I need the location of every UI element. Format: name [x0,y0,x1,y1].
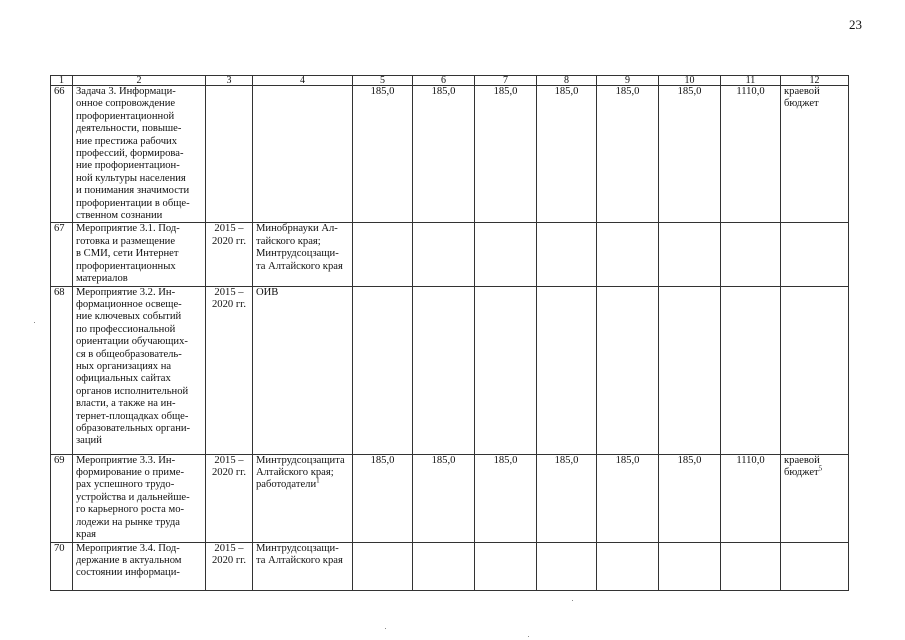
name_lines-text: профессий, формирова- [76,148,184,160]
source_lines-text: бюджет [784,98,819,110]
executor_lines-line [256,261,349,273]
executor_lines-line [256,467,349,479]
name_lines-line [76,373,202,385]
column-number-cell: 12 [781,76,849,86]
funding-value-cell [659,223,721,286]
executor_lines-text: та Алтайского края [256,260,343,272]
column-number-cell: 7 [475,76,537,86]
footnote-marker: 5 [818,464,823,473]
funding-value-cell: 185,0 [659,86,721,223]
row-number-cell: 67 [51,223,73,286]
name_lines-text: официальных сайтах [76,373,171,385]
name_lines-text: органов исполнительной [76,385,189,397]
name_lines-text: профориентационных [76,260,176,272]
name_lines-line [76,361,202,373]
funding-value-cell [413,542,475,590]
executor-cell [253,223,353,286]
funding-value-cell: 185,0 [353,454,413,542]
program-activities-table [50,75,849,591]
name_lines-text: рах успешного трудо- [76,479,175,491]
name_lines-text: ориентации обучающих- [76,336,188,348]
funding-value-cell [475,542,537,590]
funding-source-cell [781,286,849,454]
name_lines-text: формационное освеще- [76,298,182,310]
name_lines-line [76,299,202,311]
period_lines-text: 2015 – [214,454,244,466]
name_lines-text: состоянии информаци- [76,567,180,579]
executor_lines-text: работодатели [256,479,317,491]
period-cell [206,223,253,286]
table-row [51,454,849,542]
period-cell [206,542,253,590]
name_lines-text: Мероприятие 3.2. Ин- [76,286,176,298]
name_lines-text: ственном сознании [76,210,163,222]
period_lines-line [209,287,249,299]
row-number-cell: 66 [51,86,73,223]
period_lines-text: 2020 гг. [212,554,246,566]
name_lines-line [76,349,202,361]
name_lines-line [76,504,202,516]
name_lines-text: Задача 3. Информаци- [76,86,176,97]
name_lines-line [76,529,202,541]
executor_lines-text: ОИВ [256,286,279,298]
name_lines-text: ных организациях на [76,360,172,372]
period_lines-text: 2015 – [214,286,244,298]
column-number-cell: 6 [413,76,475,86]
funding-value-cell [597,286,659,454]
executor_lines-text: Минтрудсоцзащита [256,454,345,466]
funding-value-cell [537,223,597,286]
executor_lines-line [256,287,349,299]
name_lines-line [76,336,202,348]
column-number-cell: 2 [73,76,206,86]
page-number: 23 [849,17,862,32]
name_lines-line [76,324,202,336]
name_lines-text: материалов [76,273,128,285]
name_lines-text: деятельности, повыше- [76,123,182,135]
name_lines-text: держание в актуальном [76,554,182,566]
row-number-cell: 70 [51,542,73,590]
period_lines-line [209,555,249,567]
funding-value-cell: 185,0 [537,86,597,223]
funding-value-cell: 185,0 [597,454,659,542]
funding-value-cell [537,542,597,590]
period_lines-line [209,299,249,311]
funding-value-cell [353,542,413,590]
name_lines-text: образовательных органи- [76,422,191,434]
name_lines-line [76,398,202,410]
name_lines-text: ной культуры населения [76,172,186,184]
name_lines-line [76,86,202,98]
funding-value-cell [659,286,721,454]
name_lines-line [76,479,202,491]
column-number-row [51,76,849,86]
executor-cell [253,542,353,590]
executor_lines-text: та Алтайского края [256,554,343,566]
name_lines-line [76,148,202,160]
name_lines-text: власти, а также на ин- [76,398,176,410]
period-cell [206,286,253,454]
name_lines-line [76,555,202,567]
name_lines-line [76,455,202,467]
period_lines-line [209,223,249,235]
table-body [51,76,849,591]
table-row [51,86,849,223]
name_lines-text: в СМИ, сети Интернет [76,248,179,260]
scan-speck [34,322,35,323]
name_lines-text: ние престижа рабочих [76,135,177,147]
name_lines-text: формирование о приме- [76,466,185,478]
row-number-cell: 68 [51,286,73,454]
name_lines-line [76,136,202,148]
name_lines-text: профориентационной [76,110,175,122]
name_lines-text: го карьерного роста мо- [76,504,185,516]
funding-value-cell: 185,0 [475,454,537,542]
period_lines-line [209,236,249,248]
executor_lines-line [256,455,349,467]
name_lines-text: Мероприятие 3.4. Под- [76,542,180,554]
funding-value-cell [475,286,537,454]
name_lines-line [76,261,202,273]
name_lines-line [76,236,202,248]
period_lines-text: 2015 – [214,223,244,235]
name_lines-text: профориентации в обще- [76,197,190,209]
activity-name-cell [73,86,206,223]
funding-value-cell: 185,0 [537,454,597,542]
executor_lines-text: Минобрнауки Ал- [256,223,338,235]
name_lines-text: ся в общеобразователь- [76,348,182,360]
table-row [51,542,849,590]
source_lines-line [784,86,845,98]
funding-value-cell [721,223,781,286]
column-number-cell: 9 [597,76,659,86]
executor_lines-text: тайского края; [256,235,321,247]
table-row [51,223,849,286]
source_lines-line [784,98,845,110]
column-number-cell: 3 [206,76,253,86]
name_lines-line [76,160,202,172]
funding-value-cell [597,223,659,286]
name_lines-line [76,423,202,435]
period-cell [206,454,253,542]
scan-speck [572,600,573,601]
table-row [51,286,849,454]
name_lines-text: ние профориентацион- [76,160,180,172]
source_lines-line [784,464,845,479]
name_lines-line [76,173,202,185]
name_lines-text: лодежи на рынке труда [76,516,180,528]
executor_lines-line [256,543,349,555]
name_lines-line [76,543,202,555]
activity-name-cell [73,542,206,590]
source_lines-text: краевой [784,86,820,97]
executor_lines-line [256,223,349,235]
name_lines-text: по профессиональной [76,323,176,335]
name_lines-line [76,223,202,235]
executor-cell [253,454,353,542]
name_lines-text: Мероприятие 3.1. Под- [76,223,180,235]
funding-value-cell [537,286,597,454]
funding-value-cell [353,286,413,454]
name_lines-text: Мероприятие 3.3. Ин- [76,454,176,466]
period_lines-text: 2020 гг. [212,235,246,247]
name_lines-text: онное сопровождение [76,98,176,110]
funding-value-cell: 185,0 [353,86,413,223]
funding-source-cell [781,86,849,223]
funding-value-cell: 185,0 [597,86,659,223]
source_lines-text: бюджет [784,466,819,478]
scan-speck [385,628,386,629]
name_lines-line [76,467,202,479]
name_lines-line [76,248,202,260]
activity-name-cell [73,454,206,542]
executor_lines-line [256,248,349,260]
funding-value-cell [721,286,781,454]
row-number-cell: 69 [51,454,73,542]
funding-value-cell: 185,0 [475,86,537,223]
period-cell [206,86,253,223]
column-number-cell: 10 [659,76,721,86]
funding-value-cell [721,542,781,590]
name_lines-text: готовка и размещение [76,235,176,247]
name_lines-text: края [76,528,97,540]
funding-value-cell [413,286,475,454]
period_lines-text: 2020 гг. [212,466,246,478]
period_lines-text: 2015 – [214,542,244,554]
column-number-cell: 11 [721,76,781,86]
name_lines-text: заций [76,435,102,447]
executor_lines-text: Алтайского края; [256,466,334,478]
executor_lines-line [256,555,349,567]
name_lines-line [76,517,202,529]
name_lines-line [76,198,202,210]
period_lines-line [209,455,249,467]
column-number-cell: 8 [537,76,597,86]
name_lines-text: ние ключевых событий [76,311,182,323]
source_lines-text: краевой [784,454,820,466]
funding-value-cell [659,542,721,590]
funding-source-cell [781,223,849,286]
funding-value-cell: 1110,0 [721,86,781,223]
column-number-cell: 4 [253,76,353,86]
name_lines-line [76,123,202,135]
name_lines-line [76,386,202,398]
activity-name-cell [73,286,206,454]
period_lines-line [209,543,249,555]
period_lines-text: 2020 гг. [212,298,246,310]
funding-value-cell [475,223,537,286]
name_lines-line [76,567,202,579]
column-number-cell: 1 [51,76,73,86]
executor_lines-line [256,476,349,491]
executor_lines-text: Минтрудсоцзащи- [256,542,339,554]
scan-speck [528,636,529,637]
funding-value-cell: 185,0 [413,454,475,542]
executor-cell [253,286,353,454]
source_lines-line [784,455,845,467]
name_lines-text: тернет-площадках обще- [76,410,189,422]
funding-value-cell [597,542,659,590]
name_lines-text: устройства и дальнейше- [76,491,190,503]
executor-cell [253,86,353,223]
name_lines-line [76,287,202,299]
name_lines-line [76,311,202,323]
funding-value-cell [353,223,413,286]
executor_lines-text: Минтрудсоцзащи- [256,248,339,260]
funding-value-cell [413,223,475,286]
name_lines-line [76,435,202,447]
name_lines-line [76,210,202,222]
name_lines-line [76,492,202,504]
footnote-marker: 1 [316,476,320,485]
period_lines-line [209,467,249,479]
funding-value-cell: 1110,0 [721,454,781,542]
funding-value-cell: 185,0 [413,86,475,223]
funding-source-cell [781,542,849,590]
name_lines-line [76,273,202,285]
name_lines-text: и понимания значимости [76,185,190,197]
funding-source-cell [781,454,849,542]
name_lines-line [76,411,202,423]
column-number-cell: 5 [353,76,413,86]
executor_lines-line [256,236,349,248]
name_lines-line [76,185,202,197]
funding-value-cell: 185,0 [659,454,721,542]
name_lines-line [76,98,202,110]
name_lines-line [76,111,202,123]
activity-name-cell [73,223,206,286]
